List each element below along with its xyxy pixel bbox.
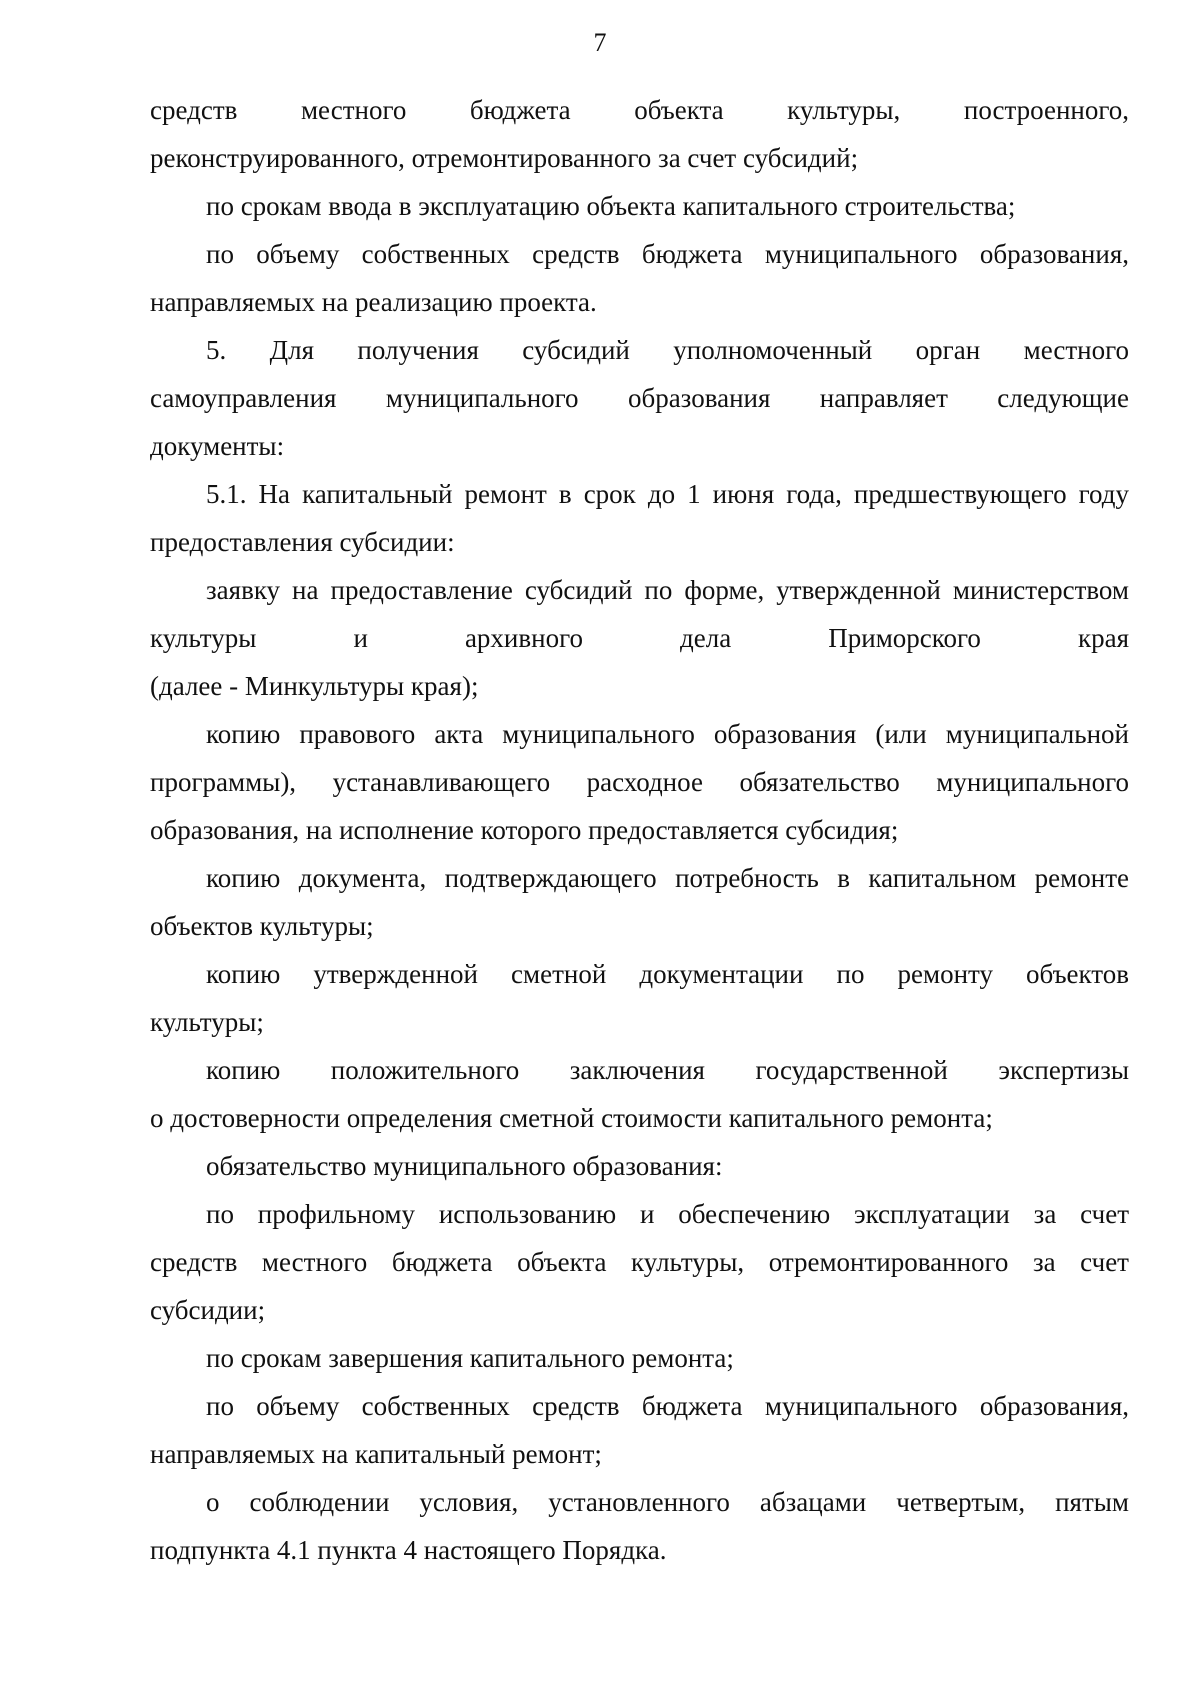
paragraph-continuation	[150, 86, 1129, 182]
text-line: реконструированного, отремонтированного за счет субсидий;	[150, 143, 859, 173]
text-line: о соблюдении условия, установленного абзацами четвертым, пятым	[206, 1487, 1129, 1517]
text-line: образования, на исполнение которого предоставляется субсидия;	[150, 815, 899, 845]
text-line: документы:	[150, 431, 285, 461]
text-line: по объему собственных средств бюджета муниципального образования,	[206, 1391, 1129, 1421]
paragraph	[150, 182, 1129, 230]
text-line: самоуправления муниципального образования направляет следующие	[150, 383, 1129, 413]
text-line: 5. Для получения субсидий уполномоченный орган местного	[206, 335, 1129, 365]
document-body	[150, 86, 1129, 1574]
text-line: субсидии;	[150, 1295, 266, 1325]
text-line: культуры и архивного дела Приморского края	[150, 623, 1129, 653]
text-line: культуры;	[150, 1007, 264, 1037]
paragraph-item-5	[150, 326, 1129, 470]
text-line: копию утвержденной сметной документации по ремонту объектов	[206, 959, 1129, 989]
text-line: по срокам завершения капитального ремонта;	[206, 1343, 734, 1373]
paragraph	[150, 566, 1129, 710]
text-line: (далее - Минкультуры края);	[150, 671, 479, 701]
text-line: средств местного бюджета объекта культуры, построенного,	[150, 95, 1129, 125]
text-line: копию документа, подтверждающего потребность в капитальном ремонте	[206, 863, 1129, 893]
text-line: копию положительного заключения государственной экспертизы	[206, 1055, 1129, 1085]
text-line: по профильному использованию и обеспечению эксплуатации за счет	[206, 1199, 1129, 1229]
paragraph	[150, 1046, 1129, 1142]
paragraph	[150, 230, 1129, 326]
paragraph	[150, 950, 1129, 1046]
paragraph	[150, 854, 1129, 950]
text-line: заявку на предоставление субсидий по форме, утвержденной министерством	[206, 575, 1129, 605]
text-line: по срокам ввода в эксплуатацию объекта капитального строительства;	[206, 191, 1016, 221]
paragraph	[150, 1478, 1129, 1574]
paragraph	[150, 1142, 1129, 1190]
text-line: обязательство муниципального образования:	[206, 1151, 723, 1181]
text-line: предоставления субсидии:	[150, 527, 455, 557]
text-line: направляемых на реализацию проекта.	[150, 287, 597, 317]
text-line: объектов культуры;	[150, 911, 374, 941]
text-line: о достоверности определения сметной стоимости капитального ремонта;	[150, 1103, 993, 1133]
paragraph	[150, 1190, 1129, 1334]
paragraph	[150, 710, 1129, 854]
paragraph	[150, 1382, 1129, 1478]
text-line: копию правового акта муниципального образования (или муниципальной	[206, 719, 1129, 749]
text-line: по объему собственных средств бюджета муниципального образования,	[206, 239, 1129, 269]
text-line: направляемых на капитальный ремонт;	[150, 1439, 602, 1469]
text-line: программы), устанавливающего расходное обязательство муниципального	[150, 767, 1129, 797]
paragraph	[150, 1334, 1129, 1382]
text-line: 5.1. На капитальный ремонт в срок до 1 июня года, предшествующего году	[206, 479, 1129, 509]
page-number: 7	[593, 28, 607, 57]
paragraph-item-5-1	[150, 470, 1129, 566]
text-line: подпункта 4.1 пункта 4 настоящего Порядка.	[150, 1535, 667, 1565]
text-line: средств местного бюджета объекта культуры, отремонтированного за счет	[150, 1247, 1129, 1277]
